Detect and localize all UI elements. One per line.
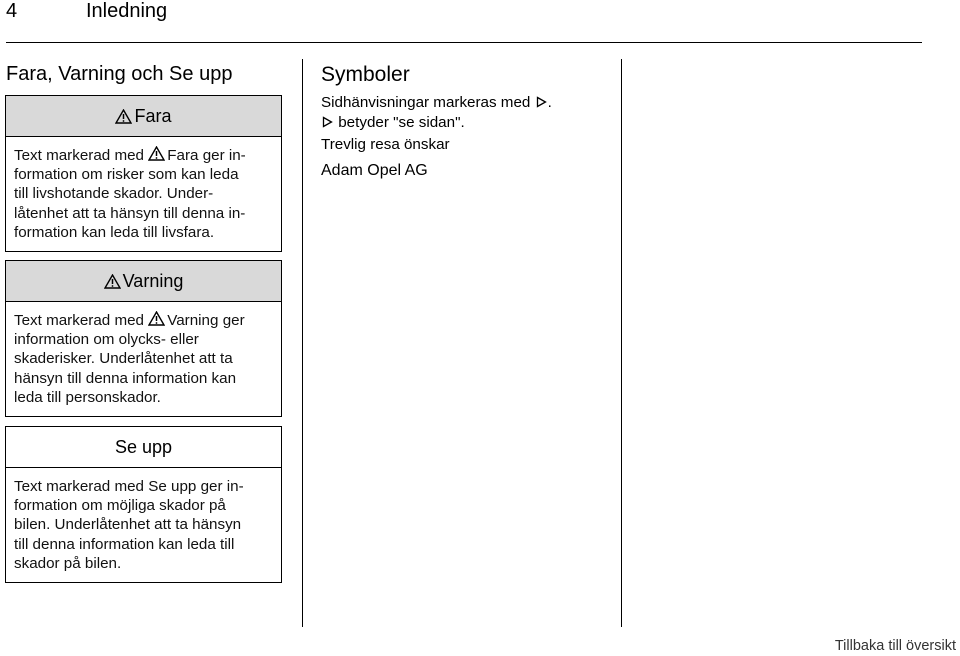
warning-text: Text markerad med xyxy=(14,312,144,329)
warning-text: information om olycks- eller xyxy=(14,331,199,349)
caution-text: till denna information kan leda till xyxy=(14,535,235,553)
danger-text: Text markerad med xyxy=(14,147,144,164)
warning-box-heading xyxy=(6,261,281,302)
symbols-title: Symboler xyxy=(321,63,410,86)
symbols-line-2 xyxy=(321,113,465,132)
symbols-text: betyder "se sidan". xyxy=(338,114,465,131)
warning-box xyxy=(5,260,282,417)
caution-box xyxy=(5,426,282,583)
danger-keyword: Fara xyxy=(167,147,199,164)
danger-text: formation kan leda till livsfara. xyxy=(14,223,215,241)
page-number: 4 xyxy=(6,0,18,22)
danger-box-heading xyxy=(6,96,281,137)
warning-text: ger xyxy=(222,312,245,329)
warning-keyword: Varning xyxy=(167,312,219,329)
warning-triangle-icon xyxy=(148,311,165,326)
warning-triangle-icon xyxy=(104,274,121,289)
caution-text: bilen. Underlåtenhet att ta hänsyn xyxy=(14,516,242,534)
greeting-text: Trevlig resa önskar xyxy=(321,136,450,153)
page-reference-arrow-icon xyxy=(536,96,547,108)
column-divider-left xyxy=(302,59,303,627)
caution-text: skador på bilen. xyxy=(14,554,122,572)
symbols-line-1 xyxy=(321,93,552,112)
section-title: Fara, Varning och Se upp xyxy=(6,63,233,85)
column-divider-right xyxy=(621,59,622,627)
warning-heading-text: Varning xyxy=(122,270,184,291)
caution-text: Text markerad med xyxy=(14,478,144,495)
symbols-text: . xyxy=(547,94,552,111)
danger-box xyxy=(5,95,282,252)
danger-heading-text: Fara xyxy=(134,105,172,126)
caution-box-body xyxy=(6,468,281,573)
caution-heading-text: Se upp xyxy=(114,436,173,457)
warning-text: hänsyn till denna information kan xyxy=(14,369,237,387)
header-divider xyxy=(6,42,922,43)
page-reference-arrow-icon xyxy=(322,116,333,128)
page-title: Inledning xyxy=(86,0,168,22)
caution-text: ger in- xyxy=(200,478,244,495)
back-to-overview-link[interactable]: Tillbaka till översikt xyxy=(834,638,956,654)
danger-text: ger in- xyxy=(202,147,246,164)
warning-box-body xyxy=(6,302,281,407)
danger-text: till livshotande skador. Under- xyxy=(14,185,214,203)
symbols-text: Sidhänvisningar markeras med xyxy=(321,94,531,111)
warning-text: skaderisker. Underlåtenhet att ta xyxy=(14,350,233,368)
warning-text: leda till personskador. xyxy=(14,388,161,406)
caution-keyword: Se upp xyxy=(148,478,197,495)
danger-text: formation om risker som kan leda xyxy=(14,166,239,184)
danger-box-body xyxy=(6,137,281,242)
danger-text: låtenhet att ta hänsyn till denna in- xyxy=(14,204,246,222)
caution-box-heading xyxy=(6,427,281,468)
warning-triangle-icon xyxy=(148,146,165,161)
caution-text: formation om möjliga skador på xyxy=(14,497,226,515)
signature: Adam Opel AG xyxy=(321,162,428,179)
warning-triangle-icon xyxy=(115,109,132,124)
